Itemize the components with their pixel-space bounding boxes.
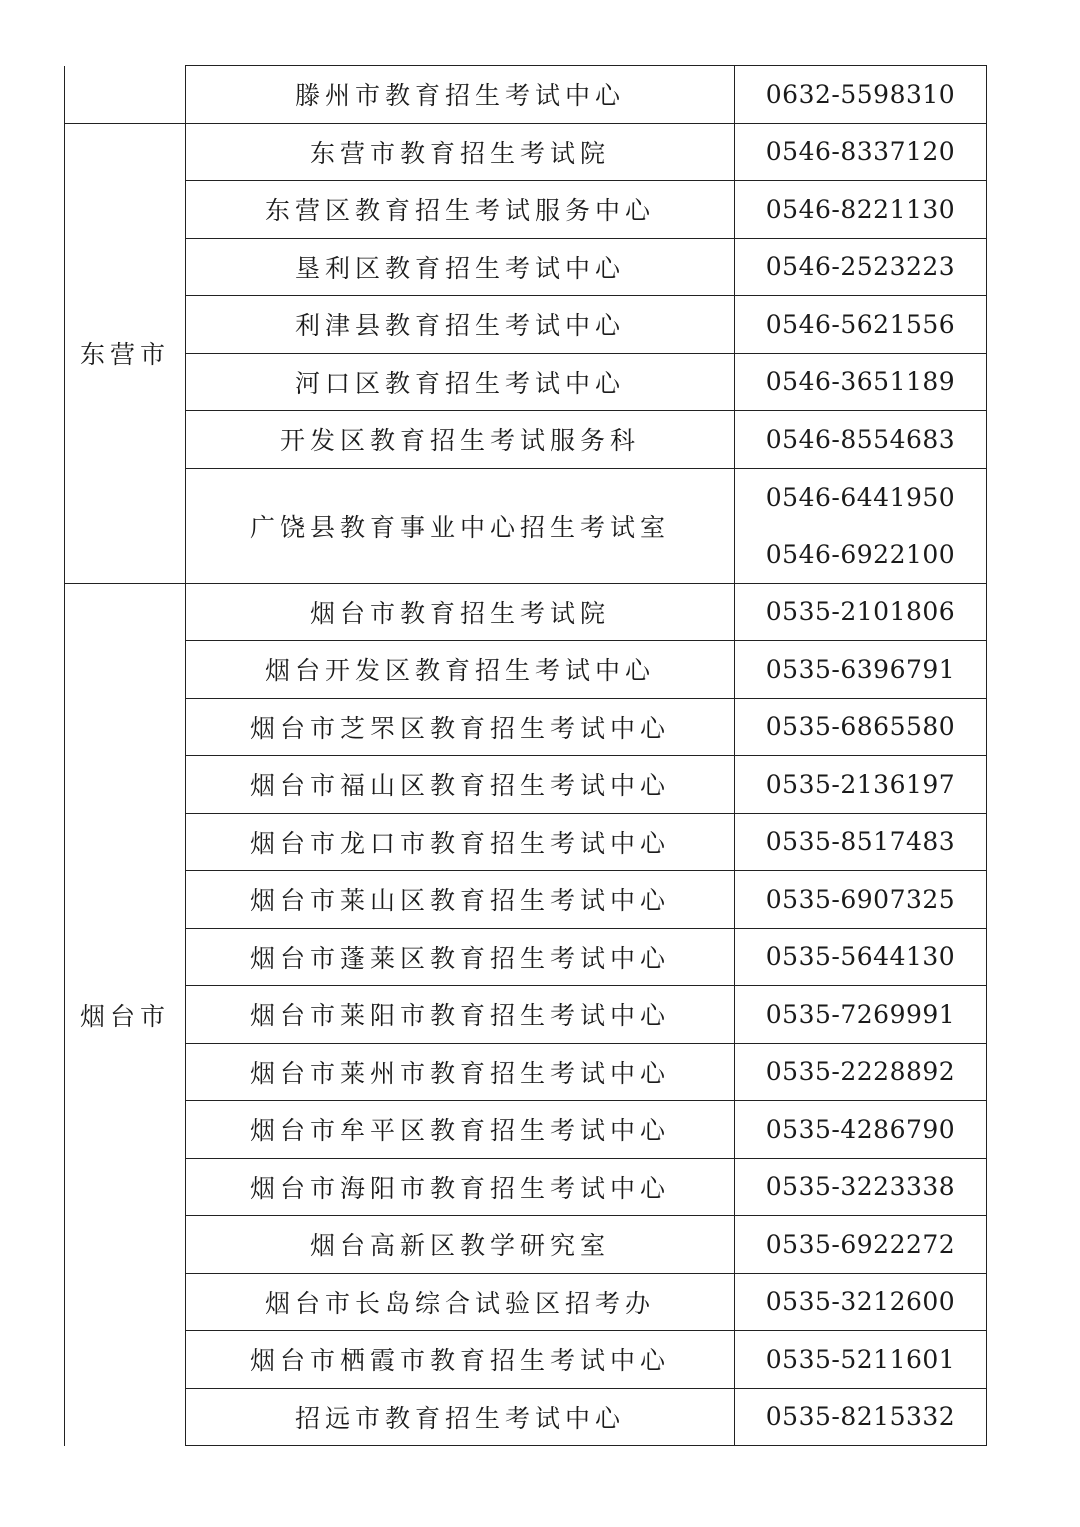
org-name: 利津县教育招生考试中心 bbox=[186, 296, 735, 354]
org-name: 烟台市蓬莱区教育招生考试中心 bbox=[186, 928, 735, 986]
city-name-yantai: 烟台市 bbox=[65, 583, 186, 1446]
table-row bbox=[65, 986, 987, 1044]
phone-number: 0546-8337120 bbox=[735, 123, 987, 181]
org-name: 烟台市海阳市教育招生考试中心 bbox=[186, 1158, 735, 1216]
org-name: 烟台市长岛综合试验区招考办 bbox=[186, 1273, 735, 1331]
table-row bbox=[65, 641, 987, 699]
org-name: 烟台市栖霞市教育招生考试中心 bbox=[186, 1331, 735, 1389]
org-name: 招远市教育招生考试中心 bbox=[186, 1388, 735, 1446]
phone-number: 0535-2101806 bbox=[735, 583, 987, 641]
phone-number: 0535-5211601 bbox=[735, 1331, 987, 1389]
phone-number: 0535-6922272 bbox=[735, 1216, 987, 1274]
table-row bbox=[65, 813, 987, 871]
phone-number: 0535-2136197 bbox=[735, 756, 987, 814]
org-name: 烟台市芝罘区教育招生考试中心 bbox=[186, 698, 735, 756]
phone-number: 0535-6396791 bbox=[735, 641, 987, 699]
org-name: 垦利区教育招生考试中心 bbox=[186, 238, 735, 296]
phone-number-secondary: 0546-6922100 bbox=[765, 539, 956, 569]
org-name: 烟台市福山区教育招生考试中心 bbox=[186, 756, 735, 814]
phone-number: 0535-2228892 bbox=[735, 1043, 987, 1101]
phone-number: 0535-8517483 bbox=[735, 813, 987, 871]
org-name: 烟台开发区教育招生考试中心 bbox=[186, 641, 735, 699]
city-cell-continued bbox=[65, 66, 186, 124]
table-row bbox=[65, 1273, 987, 1331]
table-row bbox=[65, 1101, 987, 1159]
phone-number: 0546-8221130 bbox=[735, 181, 987, 239]
phone-number: 0546-8554683 bbox=[735, 411, 987, 469]
phone-number: 0535-8215332 bbox=[735, 1388, 987, 1446]
org-name: 烟台市莱州市教育招生考试中心 bbox=[186, 1043, 735, 1101]
org-name: 广饶县教育事业中心招生考试室 bbox=[186, 468, 735, 583]
phone-number: 0535-6907325 bbox=[735, 871, 987, 929]
table-row bbox=[65, 411, 987, 469]
org-name: 河口区教育招生考试中心 bbox=[186, 353, 735, 411]
table-row bbox=[65, 1388, 987, 1446]
org-name: 东营区教育招生考试服务中心 bbox=[186, 181, 735, 239]
org-name: 烟台市莱山区教育招生考试中心 bbox=[186, 871, 735, 929]
table-row bbox=[65, 698, 987, 756]
table-row bbox=[65, 353, 987, 411]
table-row bbox=[65, 871, 987, 929]
phone-number: 0535-3223338 bbox=[735, 1158, 987, 1216]
city-name-dongying: 东营市 bbox=[65, 123, 186, 583]
table-row bbox=[65, 123, 987, 181]
org-name: 滕州市教育招生考试中心 bbox=[186, 66, 735, 124]
table-row bbox=[65, 66, 987, 124]
phone-number-pair bbox=[735, 468, 987, 583]
contact-table-wrapper bbox=[64, 65, 987, 1446]
table-row bbox=[65, 1158, 987, 1216]
table-row bbox=[65, 296, 987, 354]
phone-number: 0535-7269991 bbox=[735, 986, 987, 1044]
phone-number: 0535-5644130 bbox=[735, 928, 987, 986]
table-row bbox=[65, 1331, 987, 1389]
exam-center-contact-table bbox=[64, 65, 987, 1446]
org-name: 烟台市龙口市教育招生考试中心 bbox=[186, 813, 735, 871]
table-row bbox=[65, 1043, 987, 1101]
org-name: 开发区教育招生考试服务科 bbox=[186, 411, 735, 469]
table-row bbox=[65, 928, 987, 986]
org-name: 烟台市牟平区教育招生考试中心 bbox=[186, 1101, 735, 1159]
table-row bbox=[65, 756, 987, 814]
org-name: 东营市教育招生考试院 bbox=[186, 123, 735, 181]
phone-number: 0535-4286790 bbox=[735, 1101, 987, 1159]
table-row bbox=[65, 181, 987, 239]
phone-number: 0632-5598310 bbox=[735, 66, 987, 124]
table-row bbox=[65, 238, 987, 296]
org-name: 烟台市教育招生考试院 bbox=[186, 583, 735, 641]
phone-number: 0546-2523223 bbox=[735, 238, 987, 296]
table-row bbox=[65, 468, 987, 583]
table-row bbox=[65, 1216, 987, 1274]
phone-number: 0546-5621556 bbox=[735, 296, 987, 354]
phone-number: 0535-3212600 bbox=[735, 1273, 987, 1331]
org-name: 烟台市莱阳市教育招生考试中心 bbox=[186, 986, 735, 1044]
phone-number: 0546-3651189 bbox=[735, 353, 987, 411]
table-row bbox=[65, 583, 987, 641]
phone-number: 0546-6441950 bbox=[765, 482, 956, 512]
org-name: 烟台高新区教学研究室 bbox=[186, 1216, 735, 1274]
phone-number: 0535-6865580 bbox=[735, 698, 987, 756]
